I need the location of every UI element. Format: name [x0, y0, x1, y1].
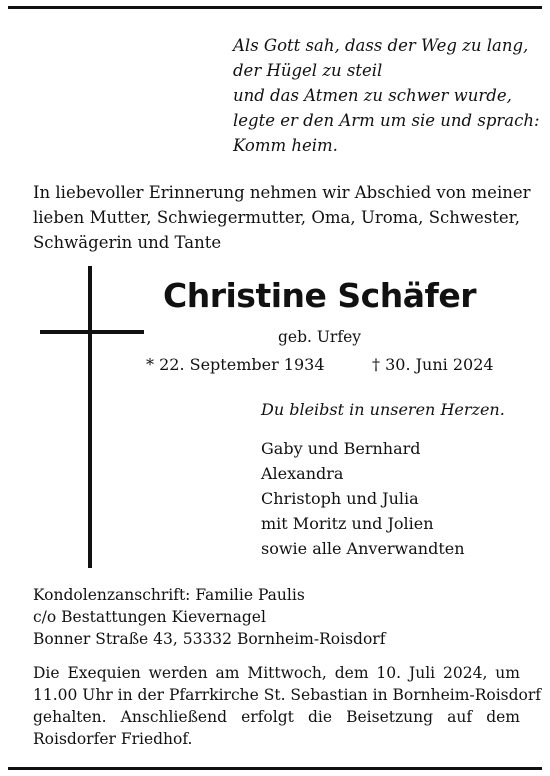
mourner-entry: Alexandra: [261, 464, 344, 483]
intro-paragraph: [33, 180, 531, 255]
service-line: Roisdorfer Friedhof.: [33, 730, 193, 748]
bottom-border-rule: [8, 767, 542, 770]
service-paragraph: [33, 662, 542, 750]
cross-icon-bar: [40, 330, 144, 334]
mourner-entry: sowie alle Anverwandten: [261, 539, 465, 558]
mourner-entry: mit Moritz und Jolien: [261, 514, 434, 533]
address-line: c/o Bestattungen Kievernagel: [33, 608, 266, 626]
poem-line: Als Gott sah, dass der Weg zu lang,: [233, 36, 529, 55]
poem: [233, 33, 540, 158]
deceased-name: Christine Schäfer: [163, 276, 476, 315]
poem-line: legte er den Arm um sie und sprach:: [233, 111, 540, 130]
service-line: gehalten. Anschließend erfolgt die Beisetzung auf dem: [33, 708, 520, 726]
address-line: Kondolenzanschrift: Familie Paulis: [33, 586, 305, 604]
cross-icon: [88, 266, 92, 568]
mourner-entry: Gaby und Bernhard: [261, 439, 421, 458]
death-date: † 30. Juni 2024: [372, 355, 494, 374]
poem-line: Komm heim.: [233, 136, 338, 155]
intro-line: In liebevoller Erinnerung nehmen wir Abschied von meiner: [33, 183, 531, 202]
condolence-address: [33, 584, 385, 650]
service-line: Die Exequien werden am Mittwoch, dem 10. Juli 2024, um: [33, 664, 520, 682]
poem-line: der Hügel zu steil: [233, 61, 383, 80]
mourner-entry: Christoph und Julia: [261, 489, 419, 508]
poem-line: und das Atmen zu schwer wurde,: [233, 86, 512, 105]
intro-line: Schwägerin und Tante: [33, 233, 222, 252]
maiden-name: geb. Urfey: [278, 328, 362, 346]
address-line: Bonner Straße 43, 53332 Bornheim-Roisdorf: [33, 630, 386, 648]
top-border-rule: [8, 6, 542, 9]
mourners-list: [261, 436, 465, 561]
service-line: 11.00 Uhr in der Pfarrkirche St. Sebastian in Bornheim-Roisdorf: [33, 686, 542, 704]
birth-date: * 22. September 1934: [146, 355, 325, 374]
intro-line: lieben Mutter, Schwiegermutter, Oma, Uroma, Schwester,: [33, 208, 520, 227]
motto: Du bleibst in unseren Herzen.: [261, 400, 505, 419]
